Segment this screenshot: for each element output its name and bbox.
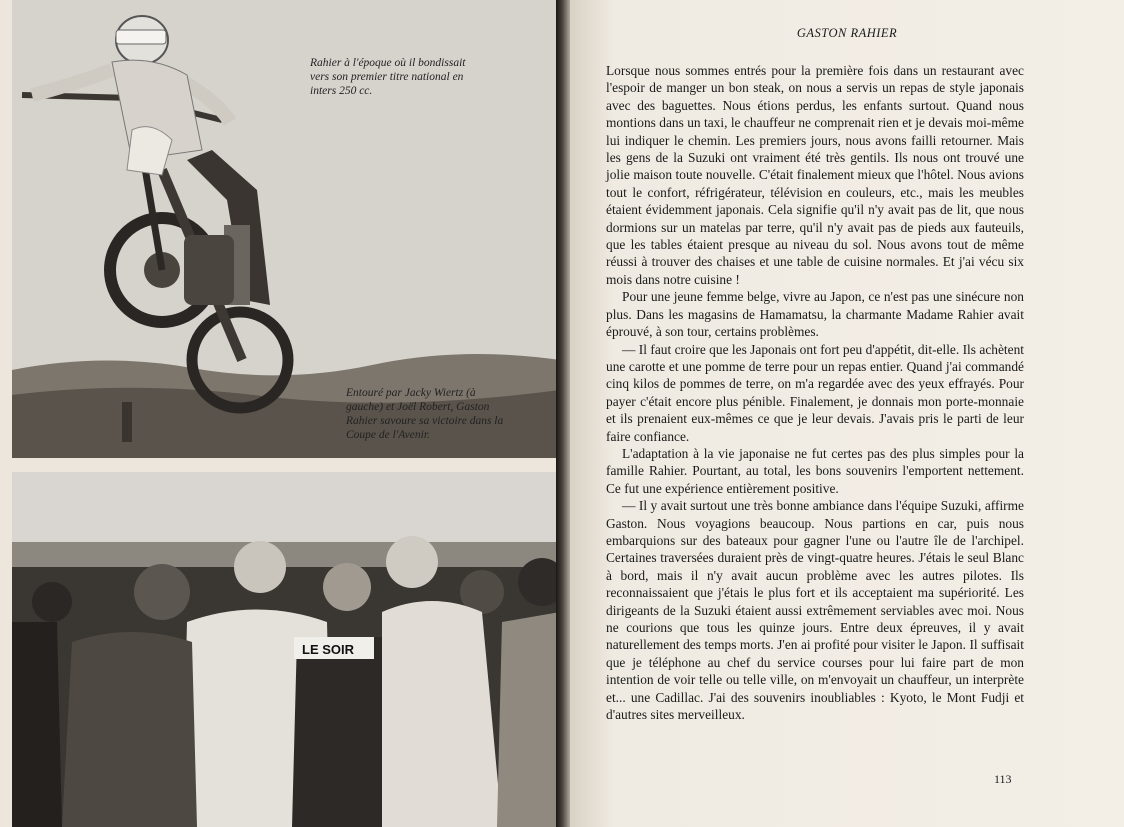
paragraph: — Il faut croire que les Japonais ont fort peu d'appétit, dit-elle. Ils achètent une carotte et une pomme de terre pour un repas entier. Quand j'ai commandé cinq kilos de pommes de terre, on m'a regardée avec des yeux effrayés. Pour payer c'était encore plus pénible. Finalement, je donnais mon porte-monnaie et ils prenaient eux-mêmes ce que je leur devais. J'avais pris le parti de leur faire confiance. xyxy=(606,341,1024,444)
running-head: GASTON RAHIER xyxy=(796,26,898,40)
jersey-text: LE SOIR xyxy=(302,642,355,657)
photo-caption-middle: Entouré par Jacky Wiertz (à gauche) et Joël Robert, Gaston Rahier savoure sa victoire dans la Coupe de l'Avenir. xyxy=(346,387,504,441)
paragraph: Pour une jeune femme belge, vivre au Japon, ce n'est pas une sinécure non plus. Dans les magasins de Hamamatsu, la charmante Madame Rahier avait éprouvé, à son tour, certains problèmes. xyxy=(606,289,1024,340)
page-number: 113 xyxy=(994,772,1012,786)
left-page xyxy=(0,0,560,827)
paragraph: Lorsque nous sommes entrés pour la première fois dans un restaurant avec l'espoir de manger un bon steak, on nous a servis un repas de style japonais avec des baguettes. Nous étions perdus, les enfants surtout. Quand nous montions dans un taxi, le chauffeur ne comprenait rien et je devais moi-même lui indiquer le chemin. Les premiers jours, nous avons failli retourner. Mais les gens de la Suzuki ont vraiment été très gentils. Ils nous ont trouvé une jolie maison toute nouvelle. C'était finalement mieux que l'hôtel. Nous avions tout le confort, réfrigérateur, télévision en couleurs, etc., mais les meubles étaient évidemment japonais. Cela signifie qu'il n'y avait pas de lit, que nous dormions sur un matelas par terre, qu'il n'y avait pas de pieds aux fauteuils, que les tables étaient presque au niveau du sol. Nous avons tout de même réussi à trouver des chaises et une table de cuisine normales. Et j'ai vécu six mois dans notre cuisine ! xyxy=(606,63,1024,287)
body-text xyxy=(606,62,1024,723)
victory-group-photo xyxy=(12,472,560,827)
paragraph: L'adaptation à la vie japonaise ne fut certes pas des plus simples pour la famille Rahier. Pourtant, au total, les bons souvenirs l'emportent nettement. Ce fut une expérience entièrement positive. xyxy=(606,445,1024,496)
photo-caption-top: Rahier à l'époque où il bondissait vers son premier titre national en inters 250 cc. xyxy=(310,57,466,97)
crowd-illustration xyxy=(12,472,560,827)
right-page xyxy=(570,0,1124,827)
paragraph: — Il y avait surtout une très bonne ambiance dans l'équipe Suzuki, affirme Gaston. Nous voyagions beaucoup. Nous partions en car, puis nous embarquions sur des bateaux pour gagner l'une ou l'autre île de l'archipel. Certaines traversées duraient près de vingt-quatre heures. J'étais le seul Blanc à bord, mais il n'y avait aucun problème avec les autres pilotes. Ils reconnaissaient que j'étais le plus fort et ils acceptaient ma supériorité. Les dirigeants de la Suzuki étaient aussi extrêmement serviables avec moi. Nous ne courions que tous les quinze jours. Entre deux épreuves, il y avait naturellement des temps morts. J'en ai profité pour visiter le Japon. Il suffisait que je téléphone au chef du service courses pour lui faire part de mon intention de voir telle ou telle ville, on m'envoyait un chauffeur, un interprète et... une Cadillac. J'ai des souvenirs inoubliables : Kyoto, le Mont Fudji et d'autres sites merveilleux. xyxy=(606,498,1024,723)
